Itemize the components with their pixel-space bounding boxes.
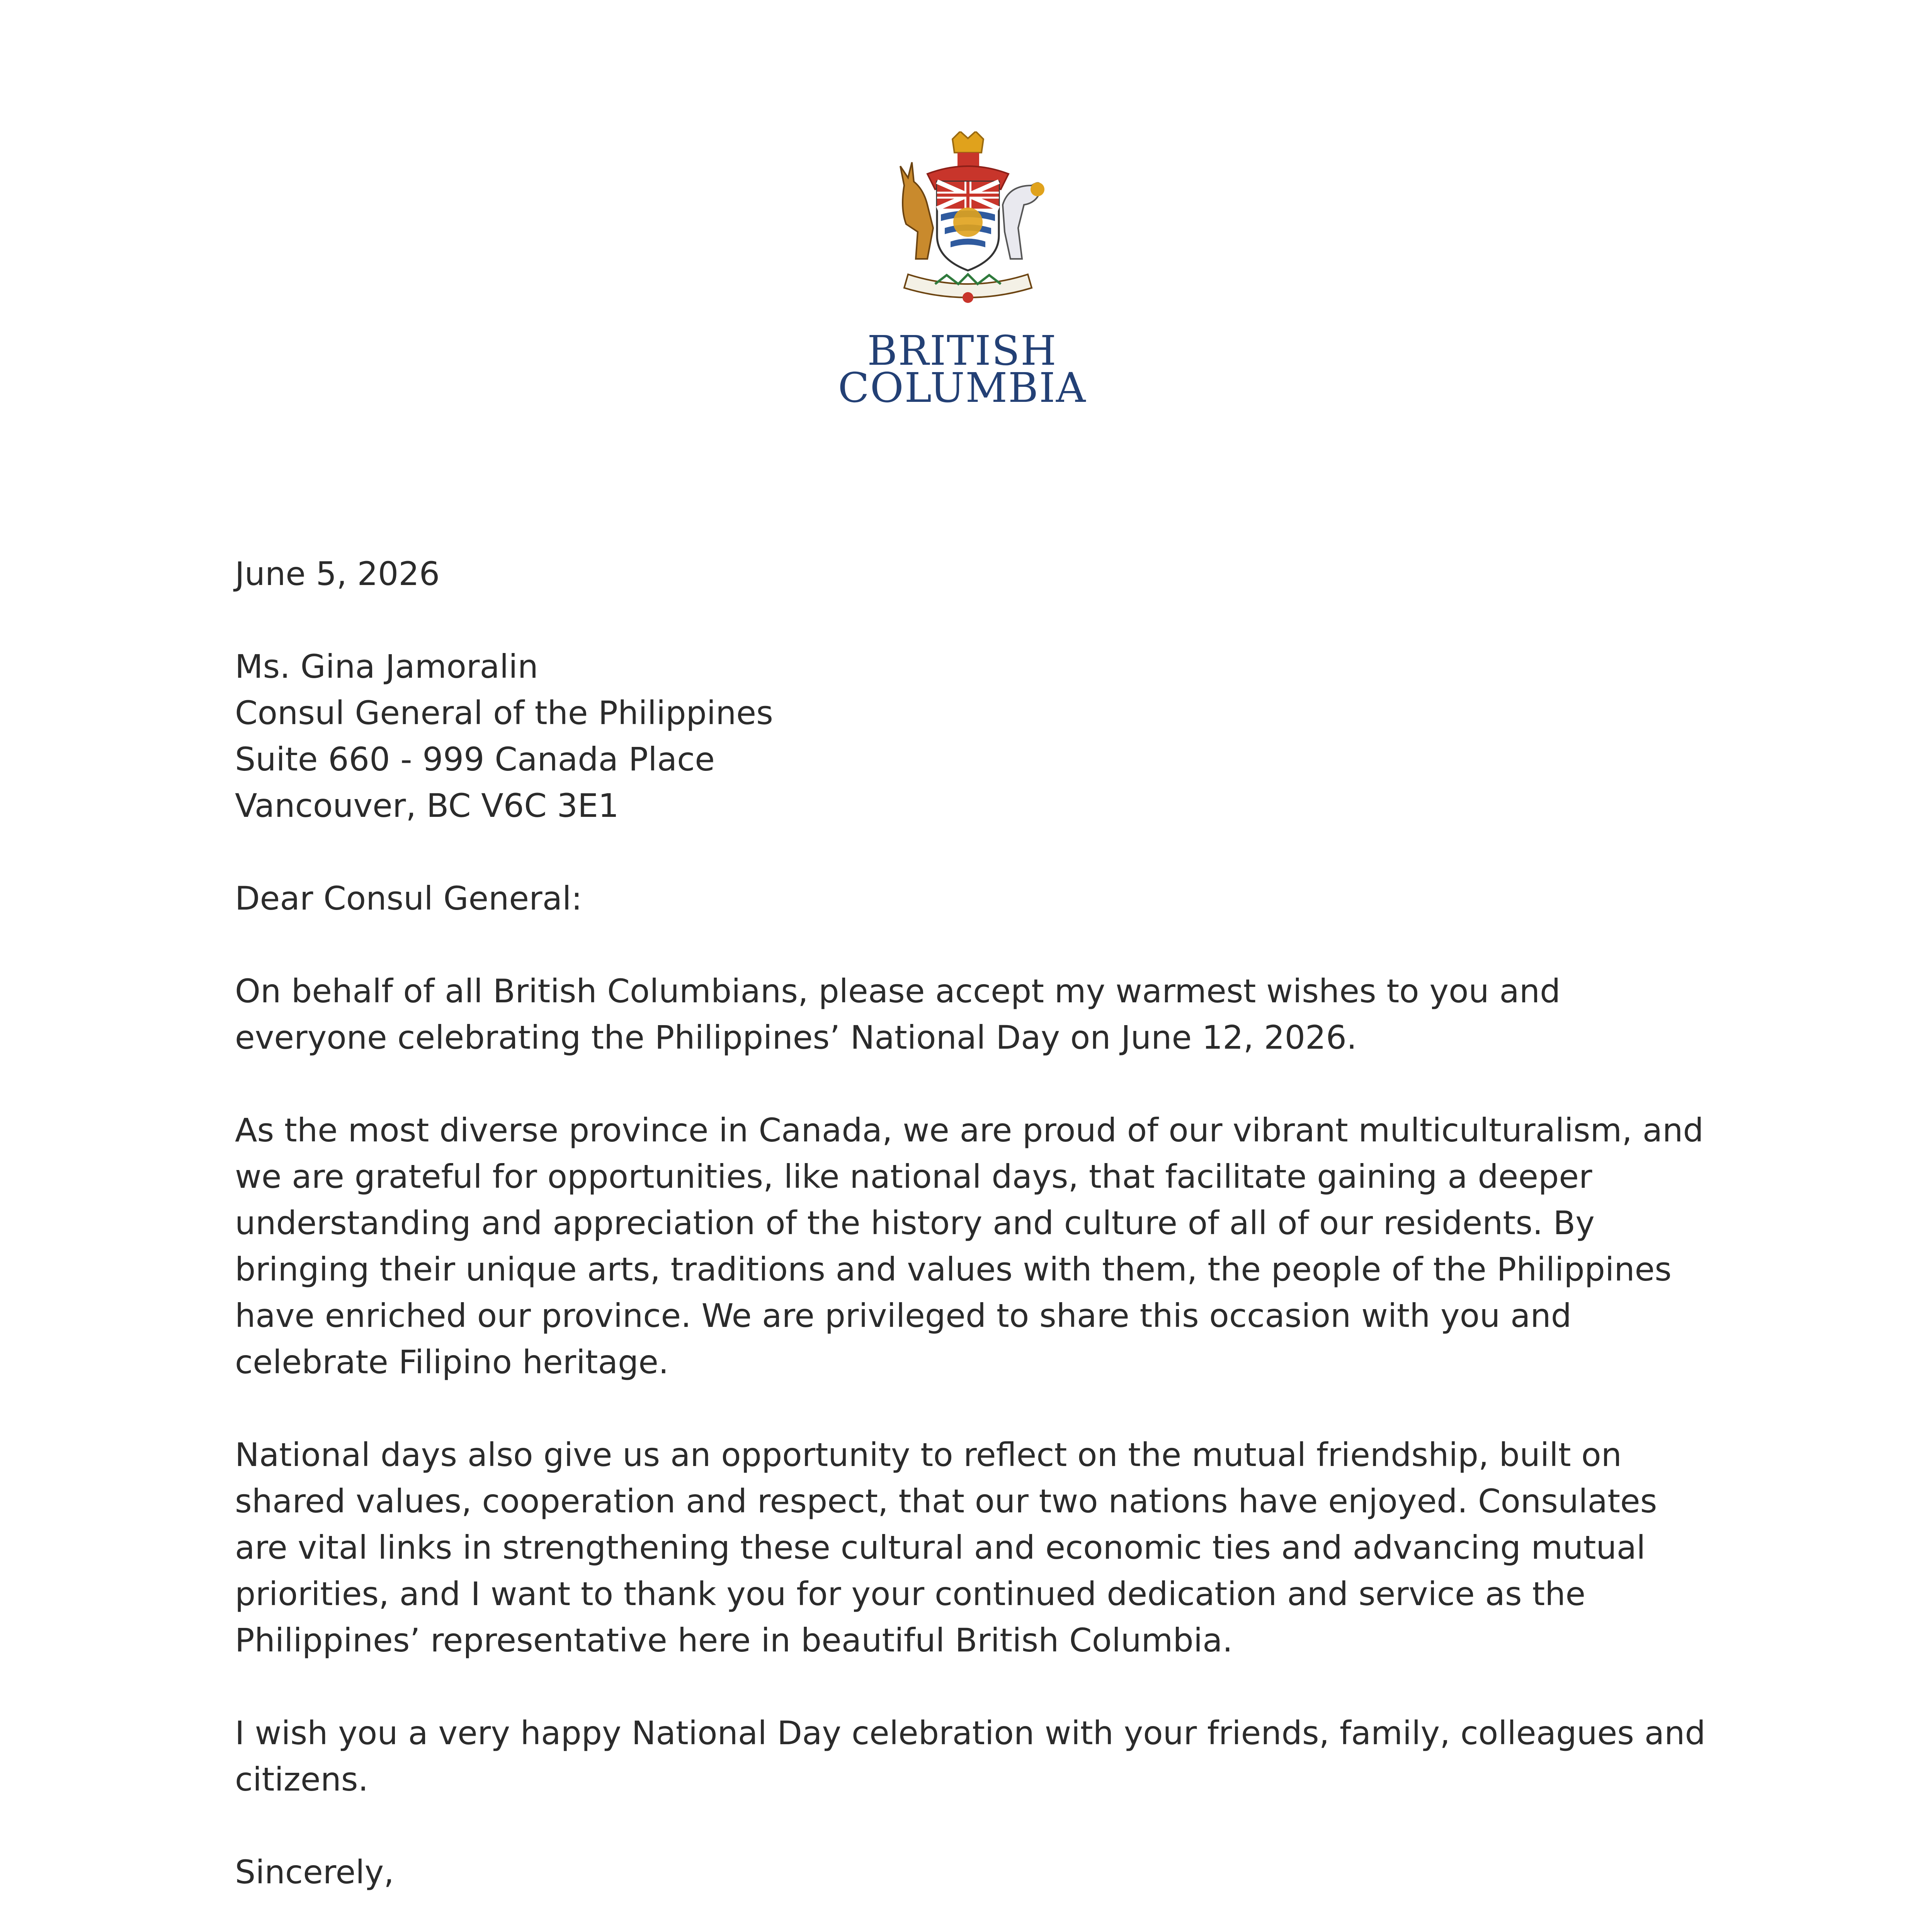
paragraph-line: citizens. (235, 1760, 369, 1798)
paragraph-line: understanding and appreciation of the history and culture of all of our residents. By (235, 1204, 1595, 1242)
wordmark-line-2: COLUMBIA (838, 364, 1087, 412)
closing: Sincerely, (235, 1853, 394, 1891)
paragraph-line: are vital links in strengthening these cultural and economic ties and advancing mutual (235, 1529, 1646, 1566)
paragraph-line: celebrate Filipino heritage. (235, 1343, 669, 1381)
paragraph-line: priorities, and I want to thank you for your continued dedication and service as the (235, 1575, 1586, 1613)
letter-date: June 5, 2026 (235, 555, 440, 593)
paragraph-line: everyone celebrating the Philippines’ National Day on June 12, 2026. (235, 1019, 1357, 1056)
body-paragraph (235, 1107, 1704, 1385)
recipient-title: Consul General of the Philippines (235, 694, 773, 732)
wordmark-line-1: BRITISH (867, 327, 1057, 374)
body-paragraph (235, 968, 1696, 1061)
handwritten-signature (216, 1905, 781, 1932)
paragraph-line: National days also give us an opportunity to reflect on the mutual friendship, built on (235, 1436, 1622, 1474)
paragraph-line: I wish you a very happy National Day celebration with your friends, family, colleagues and (235, 1714, 1706, 1752)
recipient-address-line-2: Vancouver, BC V6C 3E1 (235, 787, 619, 825)
recipient-address-line-1: Suite 660 - 999 Canada Place (235, 740, 715, 778)
paragraph-line: bringing their unique arts, traditions and values with them, the people of the Philippines (235, 1250, 1672, 1288)
recipient-address (235, 643, 1696, 829)
paragraph-line: Philippines’ representative here in beautiful British Columbia. (235, 1621, 1233, 1659)
letterhead (0, 0, 1915, 425)
paragraph-line: shared values, cooperation and respect, that our two nations have enjoyed. Consulates (235, 1482, 1657, 1520)
salutation: Dear Consul General: (235, 879, 582, 917)
paragraph-line: As the most diverse province in Canada, we are proud of our vibrant multiculturalism, and (235, 1111, 1704, 1149)
body-paragraph (235, 1432, 1696, 1663)
recipient-name: Ms. Gina Jamoralin (235, 648, 538, 685)
body-paragraph (235, 1710, 1706, 1803)
paragraph-line: have enriched our province. We are privileged to share this occasion with you and (235, 1297, 1572, 1335)
paragraph-line: we are grateful for opportunities, like national days, that facilitate gaining a deeper (235, 1158, 1592, 1196)
paragraph-line: On behalf of all British Columbians, please accept my warmest wishes to you and (235, 972, 1561, 1010)
bc-coat-of-arms-icon (869, 131, 1066, 313)
bc-wordmark (827, 327, 1097, 412)
